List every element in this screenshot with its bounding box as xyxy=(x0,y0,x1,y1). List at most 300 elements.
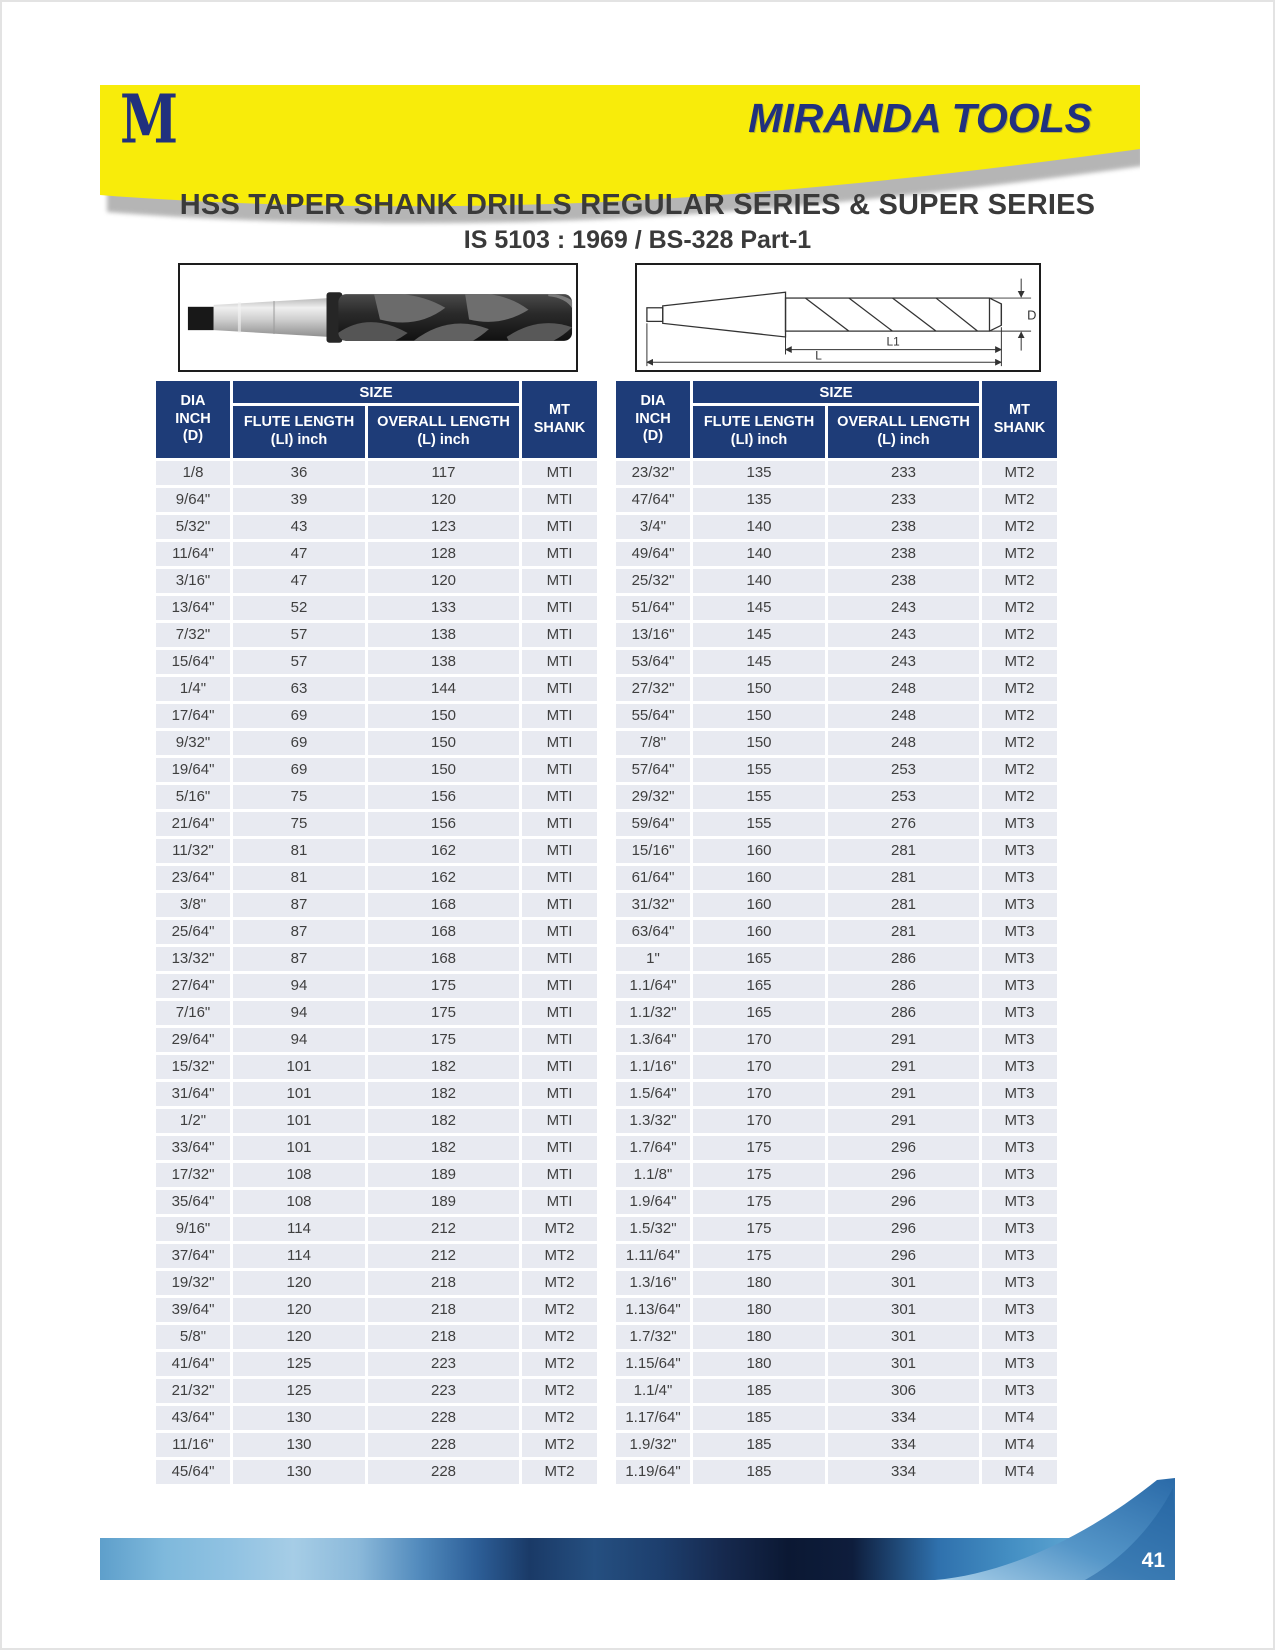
table-cell: 128 xyxy=(368,542,519,566)
table-cell: 248 xyxy=(828,704,979,728)
header-mt-line1: MT xyxy=(1009,401,1030,418)
header-size-group: SIZE xyxy=(693,381,979,403)
spec-table-right-body xyxy=(616,461,1057,1484)
table-cell: MT3 xyxy=(982,1325,1057,1349)
header-flute-length xyxy=(233,406,365,458)
header-overall-line1: OVERALL LENGTH xyxy=(837,414,970,431)
header-flute-line1: FLUTE LENGTH xyxy=(243,414,355,431)
table-cell: 39/64" xyxy=(156,1298,230,1322)
table-cell: 57 xyxy=(233,623,365,647)
table-cell: 165 xyxy=(693,947,825,971)
table-row xyxy=(156,1244,597,1268)
table-cell: 43/64" xyxy=(156,1406,230,1430)
table-cell: MTI xyxy=(522,1028,597,1052)
table-cell: 218 xyxy=(368,1298,519,1322)
table-row xyxy=(616,542,1057,566)
table-cell: 17/32" xyxy=(156,1163,230,1187)
table-cell: 69 xyxy=(233,704,365,728)
table-cell: 49/64" xyxy=(616,542,690,566)
table-cell: MTI xyxy=(522,839,597,863)
table-cell: 155 xyxy=(693,785,825,809)
table-row xyxy=(156,839,597,863)
table-cell: 238 xyxy=(828,569,979,593)
table-cell: 150 xyxy=(368,704,519,728)
table-row xyxy=(156,1082,597,1106)
table-cell: 212 xyxy=(368,1244,519,1268)
table-cell: 21/32" xyxy=(156,1379,230,1403)
table-cell: 1.15/64" xyxy=(616,1352,690,1376)
header-mt-line1: MT xyxy=(549,401,570,418)
table-cell: 138 xyxy=(368,650,519,674)
table-cell: 233 xyxy=(828,488,979,512)
table-cell: MTI xyxy=(522,704,597,728)
table-row xyxy=(156,947,597,971)
table-cell: 125 xyxy=(233,1379,365,1403)
table-cell: 281 xyxy=(828,893,979,917)
table-cell: 15/16" xyxy=(616,839,690,863)
table-cell: 25/64" xyxy=(156,920,230,944)
table-cell: 36 xyxy=(233,461,365,485)
header-mt-line2: SHANK xyxy=(993,419,1046,436)
dimension-diagram xyxy=(637,265,1039,370)
table-cell: MT3 xyxy=(982,1109,1057,1133)
table-cell: 47 xyxy=(233,569,365,593)
table-cell: MT3 xyxy=(982,866,1057,890)
table-row xyxy=(616,1082,1057,1106)
table-row xyxy=(156,488,597,512)
table-row xyxy=(616,839,1057,863)
header-flute-line2: (LI) inch xyxy=(730,432,788,448)
table-cell: 296 xyxy=(828,1190,979,1214)
table-cell: 175 xyxy=(693,1163,825,1187)
header-dia-line3: (D) xyxy=(642,428,664,445)
table-cell: 160 xyxy=(693,893,825,917)
table-cell: 25/32" xyxy=(616,569,690,593)
table-cell: MT2 xyxy=(522,1379,597,1403)
table-row xyxy=(156,1271,597,1295)
table-cell: 182 xyxy=(368,1082,519,1106)
table-cell: 170 xyxy=(693,1082,825,1106)
table-cell: 1.7/32" xyxy=(616,1325,690,1349)
table-cell: MT3 xyxy=(982,1028,1057,1052)
table-cell: 133 xyxy=(368,596,519,620)
table-row xyxy=(616,1217,1057,1241)
table-row xyxy=(156,1190,597,1214)
table-cell: 19/64" xyxy=(156,758,230,782)
table-cell: MTI xyxy=(522,947,597,971)
table-cell: 185 xyxy=(693,1379,825,1403)
table-row xyxy=(156,1406,597,1430)
table-cell: 162 xyxy=(368,839,519,863)
table-cell: 101 xyxy=(233,1109,365,1133)
table-cell: MTI xyxy=(522,515,597,539)
table-cell: 168 xyxy=(368,920,519,944)
table-cell: MT4 xyxy=(982,1433,1057,1457)
table-cell: 114 xyxy=(233,1217,365,1241)
drill-photo-illustration xyxy=(180,265,576,370)
table-cell: 59/64" xyxy=(616,812,690,836)
table-row xyxy=(616,1271,1057,1295)
table-cell: 94 xyxy=(233,1028,365,1052)
table-cell: 125 xyxy=(233,1352,365,1376)
table-cell: MT3 xyxy=(982,1190,1057,1214)
table-cell: 108 xyxy=(233,1190,365,1214)
header-overall-length xyxy=(368,406,519,458)
table-cell: MT2 xyxy=(982,488,1057,512)
table-cell: MTI xyxy=(522,677,597,701)
table-row xyxy=(616,731,1057,755)
table-cell: 5/16" xyxy=(156,785,230,809)
table-cell: 150 xyxy=(693,731,825,755)
table-cell: MT2 xyxy=(522,1271,597,1295)
table-row xyxy=(616,1244,1057,1268)
table-cell: 301 xyxy=(828,1298,979,1322)
spec-table-right xyxy=(613,378,1060,1487)
table-cell: MTI xyxy=(522,1001,597,1025)
table-cell: 286 xyxy=(828,1001,979,1025)
header-flute-line1: FLUTE LENGTH xyxy=(703,414,815,431)
table-cell: 1.19/64" xyxy=(616,1460,690,1484)
header-mt-shank xyxy=(522,381,597,458)
table-row xyxy=(156,920,597,944)
table-cell: 150 xyxy=(368,758,519,782)
table-cell: 1/2" xyxy=(156,1109,230,1133)
table-cell: MT2 xyxy=(522,1244,597,1268)
header-overall-length xyxy=(828,406,979,458)
header-dia xyxy=(616,381,690,458)
table-row xyxy=(156,650,597,674)
table-cell: 52 xyxy=(233,596,365,620)
table-cell: 168 xyxy=(368,947,519,971)
table-cell: 15/64" xyxy=(156,650,230,674)
table-row xyxy=(616,623,1057,647)
table-row xyxy=(616,515,1057,539)
table-row xyxy=(156,1325,597,1349)
table-cell: 165 xyxy=(693,1001,825,1025)
table-cell: 130 xyxy=(233,1406,365,1430)
table-cell: 81 xyxy=(233,866,365,890)
table-cell: 140 xyxy=(693,542,825,566)
table-cell: 1/8 xyxy=(156,461,230,485)
table-cell: 170 xyxy=(693,1109,825,1133)
table-cell: MT3 xyxy=(982,1352,1057,1376)
table-cell: 37/64" xyxy=(156,1244,230,1268)
table-cell: 57 xyxy=(233,650,365,674)
table-cell: 1/4" xyxy=(156,677,230,701)
table-cell: 140 xyxy=(693,515,825,539)
table-cell: 218 xyxy=(368,1271,519,1295)
diameter-label: D xyxy=(1027,307,1037,323)
table-cell: 189 xyxy=(368,1163,519,1187)
table-cell: 180 xyxy=(693,1271,825,1295)
table-cell: 87 xyxy=(233,947,365,971)
drill-photo xyxy=(178,263,578,372)
table-cell: MT3 xyxy=(982,1001,1057,1025)
table-cell: 253 xyxy=(828,758,979,782)
table-cell: 144 xyxy=(368,677,519,701)
table-cell: 334 xyxy=(828,1433,979,1457)
table-cell: 29/64" xyxy=(156,1028,230,1052)
table-cell: 130 xyxy=(233,1433,365,1457)
table-cell: 75 xyxy=(233,785,365,809)
table-row xyxy=(156,731,597,755)
table-row xyxy=(616,1001,1057,1025)
table-cell: MTI xyxy=(522,893,597,917)
table-cell: 291 xyxy=(828,1028,979,1052)
table-row xyxy=(616,812,1057,836)
table-cell: MT3 xyxy=(982,974,1057,998)
table-cell: MT3 xyxy=(982,1217,1057,1241)
flute-length-label: L1 xyxy=(886,335,900,349)
table-cell: 306 xyxy=(828,1379,979,1403)
table-cell: MT2 xyxy=(982,704,1057,728)
header-dia-line2: INCH xyxy=(175,410,211,427)
table-cell: MT3 xyxy=(982,1379,1057,1403)
table-cell: 160 xyxy=(693,839,825,863)
table-row xyxy=(156,1055,597,1079)
table-cell: 228 xyxy=(368,1460,519,1484)
header-dia-line1: DIA xyxy=(180,392,206,409)
table-cell: 81 xyxy=(233,839,365,863)
table-row xyxy=(616,920,1057,944)
table-row xyxy=(616,1109,1057,1133)
table-cell: 11/64" xyxy=(156,542,230,566)
table-cell: 27/64" xyxy=(156,974,230,998)
table-cell: 13/16" xyxy=(616,623,690,647)
table-cell: 170 xyxy=(693,1028,825,1052)
header-dia-line2: INCH xyxy=(635,410,671,427)
table-cell: 55/64" xyxy=(616,704,690,728)
table-row xyxy=(156,515,597,539)
table-cell: 160 xyxy=(693,866,825,890)
table-cell: 123 xyxy=(368,515,519,539)
table-cell: 53/64" xyxy=(616,650,690,674)
table-cell: 291 xyxy=(828,1055,979,1079)
header-flute-line2: (LI) inch xyxy=(270,432,328,448)
table-cell: MT2 xyxy=(982,623,1057,647)
table-cell: 47 xyxy=(233,542,365,566)
table-cell: 1.1/32" xyxy=(616,1001,690,1025)
table-cell: 170 xyxy=(693,1055,825,1079)
table-cell: MTI xyxy=(522,974,597,998)
table-cell: 175 xyxy=(693,1244,825,1268)
table-cell: 150 xyxy=(693,704,825,728)
table-cell: 120 xyxy=(368,569,519,593)
table-row xyxy=(156,569,597,593)
table-cell: 243 xyxy=(828,596,979,620)
table-cell: 94 xyxy=(233,974,365,998)
table-cell: 168 xyxy=(368,893,519,917)
table-row xyxy=(616,1406,1057,1430)
table-cell: MT2 xyxy=(522,1298,597,1322)
table-cell: 296 xyxy=(828,1163,979,1187)
spec-table-left xyxy=(153,378,600,1487)
header-dia xyxy=(156,381,230,458)
table-row xyxy=(616,1433,1057,1457)
header-mt-shank xyxy=(982,381,1057,458)
table-cell: 243 xyxy=(828,650,979,674)
table-cell: 63 xyxy=(233,677,365,701)
table-cell: 101 xyxy=(233,1136,365,1160)
table-cell: MTI xyxy=(522,812,597,836)
table-row xyxy=(616,1190,1057,1214)
table-row xyxy=(156,974,597,998)
table-cell: 301 xyxy=(828,1325,979,1349)
table-cell: 223 xyxy=(368,1379,519,1403)
table-cell: 238 xyxy=(828,542,979,566)
table-cell: 7/32" xyxy=(156,623,230,647)
table-cell: 185 xyxy=(693,1433,825,1457)
table-cell: MTI xyxy=(522,758,597,782)
table-cell: 23/64" xyxy=(156,866,230,890)
table-cell: 120 xyxy=(368,488,519,512)
table-row xyxy=(616,704,1057,728)
table-cell: MT2 xyxy=(982,731,1057,755)
table-cell: 1.1/16" xyxy=(616,1055,690,1079)
table-cell: 334 xyxy=(828,1460,979,1484)
table-cell: 175 xyxy=(368,1001,519,1025)
table-row xyxy=(156,1298,597,1322)
table-cell: 156 xyxy=(368,785,519,809)
table-cell: 1.13/64" xyxy=(616,1298,690,1322)
table-cell: 120 xyxy=(233,1325,365,1349)
table-row xyxy=(616,677,1057,701)
table-row xyxy=(156,677,597,701)
table-cell: 7/8" xyxy=(616,731,690,755)
table-cell: 291 xyxy=(828,1109,979,1133)
table-cell: 63/64" xyxy=(616,920,690,944)
table-row xyxy=(616,1055,1057,1079)
table-cell: 27/32" xyxy=(616,677,690,701)
table-cell: MTI xyxy=(522,866,597,890)
table-cell: 175 xyxy=(693,1217,825,1241)
table-cell: 243 xyxy=(828,623,979,647)
table-cell: 57/64" xyxy=(616,758,690,782)
table-cell: 281 xyxy=(828,839,979,863)
table-cell: 248 xyxy=(828,731,979,755)
table-cell: MT3 xyxy=(982,947,1057,971)
table-cell: 175 xyxy=(368,1028,519,1052)
table-cell: 160 xyxy=(693,920,825,944)
header-overall-line2: (L) inch xyxy=(417,432,470,448)
table-row xyxy=(156,866,597,890)
table-cell: 69 xyxy=(233,758,365,782)
table-cell: MTI xyxy=(522,596,597,620)
table-cell: 51/64" xyxy=(616,596,690,620)
table-cell: 150 xyxy=(368,731,519,755)
table-row xyxy=(616,1352,1057,1376)
table-cell: MTI xyxy=(522,785,597,809)
table-row xyxy=(616,461,1057,485)
table-cell: 291 xyxy=(828,1082,979,1106)
table-cell: MT2 xyxy=(982,461,1057,485)
table-row xyxy=(156,1028,597,1052)
table-cell: 1.1/4" xyxy=(616,1379,690,1403)
table-cell: 150 xyxy=(693,677,825,701)
table-cell: MTI xyxy=(522,623,597,647)
table-cell: 31/64" xyxy=(156,1082,230,1106)
table-cell: MT3 xyxy=(982,839,1057,863)
header-flute-length xyxy=(693,406,825,458)
table-cell: 114 xyxy=(233,1244,365,1268)
table-cell: 130 xyxy=(233,1460,365,1484)
table-cell: 9/16" xyxy=(156,1217,230,1241)
table-row xyxy=(156,1217,597,1241)
table-cell: MT3 xyxy=(982,812,1057,836)
table-cell: MTI xyxy=(522,569,597,593)
table-cell: MT2 xyxy=(982,569,1057,593)
table-cell: 35/64" xyxy=(156,1190,230,1214)
table-row xyxy=(616,596,1057,620)
table-cell: 189 xyxy=(368,1190,519,1214)
table-cell: 120 xyxy=(233,1271,365,1295)
table-row xyxy=(616,488,1057,512)
table-cell: MT4 xyxy=(982,1460,1057,1484)
table-row xyxy=(156,1136,597,1160)
table-row xyxy=(156,1163,597,1187)
table-cell: 21/64" xyxy=(156,812,230,836)
table-cell: 182 xyxy=(368,1109,519,1133)
table-cell: MT2 xyxy=(522,1352,597,1376)
table-cell: MT3 xyxy=(982,1244,1057,1268)
table-cell: 69 xyxy=(233,731,365,755)
table-cell: MTI xyxy=(522,1190,597,1214)
table-cell: MTI xyxy=(522,1136,597,1160)
table-cell: 1.5/64" xyxy=(616,1082,690,1106)
table-cell: 108 xyxy=(233,1163,365,1187)
table-cell: 296 xyxy=(828,1217,979,1241)
table-cell: 19/32" xyxy=(156,1271,230,1295)
table-cell: 175 xyxy=(693,1136,825,1160)
table-cell: MTI xyxy=(522,920,597,944)
table-cell: 155 xyxy=(693,758,825,782)
table-cell: MT2 xyxy=(982,758,1057,782)
table-cell: 228 xyxy=(368,1406,519,1430)
table-cell: 5/32" xyxy=(156,515,230,539)
table-cell: 135 xyxy=(693,461,825,485)
table-cell: 1.1/64" xyxy=(616,974,690,998)
table-row xyxy=(156,596,597,620)
drill-technical-drawing xyxy=(635,263,1041,372)
table-cell: 233 xyxy=(828,461,979,485)
table-cell: 1.11/64" xyxy=(616,1244,690,1268)
overall-length-label: L xyxy=(815,349,822,363)
table-cell: 3/4" xyxy=(616,515,690,539)
table-cell: 165 xyxy=(693,974,825,998)
table-cell: 31/32" xyxy=(616,893,690,917)
table-cell: MT2 xyxy=(982,596,1057,620)
table-cell: MT3 xyxy=(982,1271,1057,1295)
table-cell: 281 xyxy=(828,866,979,890)
table-row xyxy=(616,650,1057,674)
table-row xyxy=(616,1325,1057,1349)
table-row xyxy=(156,1379,597,1403)
table-cell: 45/64" xyxy=(156,1460,230,1484)
table-cell: 47/64" xyxy=(616,488,690,512)
table-cell: 101 xyxy=(233,1082,365,1106)
table-cell: 1.3/16" xyxy=(616,1271,690,1295)
table-cell: 223 xyxy=(368,1352,519,1376)
brand-logo: M xyxy=(120,80,177,160)
table-cell: 1.1/8" xyxy=(616,1163,690,1187)
table-cell: MTI xyxy=(522,488,597,512)
table-cell: MTI xyxy=(522,1055,597,1079)
table-cell: 286 xyxy=(828,947,979,971)
table-cell: 175 xyxy=(693,1190,825,1214)
header-overall-line2: (L) inch xyxy=(877,432,930,448)
table-cell: 212 xyxy=(368,1217,519,1241)
table-cell: 185 xyxy=(693,1406,825,1430)
